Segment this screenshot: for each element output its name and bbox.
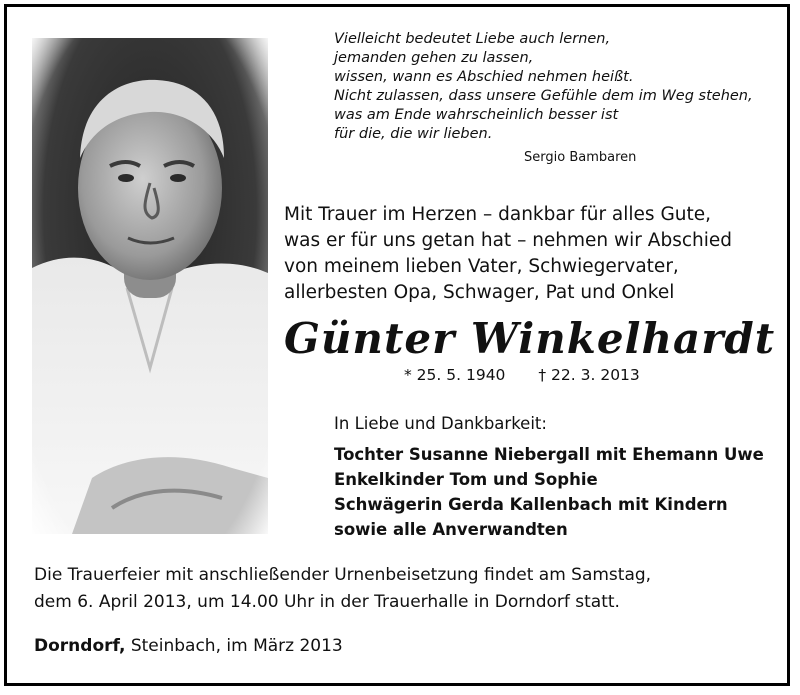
poem-line: Vielleicht bedeutet Liebe auch lernen,	[334, 31, 611, 47]
life-dates	[404, 366, 640, 384]
death-date: † 22. 3. 2013	[538, 366, 640, 384]
funeral-line: Die Trauerfeier mit anschließender Urnenbeisetzung findet am Samstag,	[34, 565, 652, 585]
poem-line: Nicht zulassen, dass unsere Gefühle dem im Weg stehen,	[334, 88, 753, 104]
portrait-photo	[32, 38, 268, 534]
poem-author: Sergio Bambaren	[524, 150, 637, 165]
place-date	[34, 636, 343, 656]
place-rest: Steinbach, im März 2013	[125, 636, 343, 656]
intro-text	[284, 202, 774, 306]
place-town: Dorndorf,	[34, 636, 126, 656]
poem-line: für die, die wir lieben.	[334, 126, 493, 142]
intro-line: allerbesten Opa, Schwager, Pat und Onkel	[284, 282, 675, 303]
funeral-line: dem 6. April 2013, um 14.00 Uhr in der Trauerhalle in Dorndorf statt.	[34, 592, 620, 612]
poem	[334, 30, 774, 144]
thanks-line: In Liebe und Dankbarkeit:	[334, 414, 547, 433]
family-line: sowie alle Anverwandten	[334, 520, 568, 539]
family-line: Schwägerin Gerda Kallenbach mit Kindern	[334, 495, 728, 514]
poem-line: wissen, wann es Abschied nehmen heißt.	[334, 69, 634, 85]
poem-line: was am Ende wahrscheinlich besser ist	[334, 107, 619, 123]
intro-line: Mit Trauer im Herzen – dankbar für alles Gute,	[284, 204, 712, 225]
birth-date: * 25. 5. 1940	[404, 366, 506, 384]
funeral-notice	[34, 562, 774, 616]
intro-line: was er für uns getan hat – nehmen wir Abschied	[284, 230, 732, 251]
poem-line: jemanden gehen zu lassen,	[334, 50, 534, 66]
family-list	[334, 442, 784, 542]
intro-line: von meinem lieben Vater, Schwiegervater,	[284, 256, 679, 277]
deceased-name: Günter Winkelhardt	[284, 314, 776, 363]
family-line: Enkelkinder Tom und Sophie	[334, 470, 598, 489]
family-line: Tochter Susanne Niebergall mit Ehemann Uwe	[334, 445, 764, 464]
